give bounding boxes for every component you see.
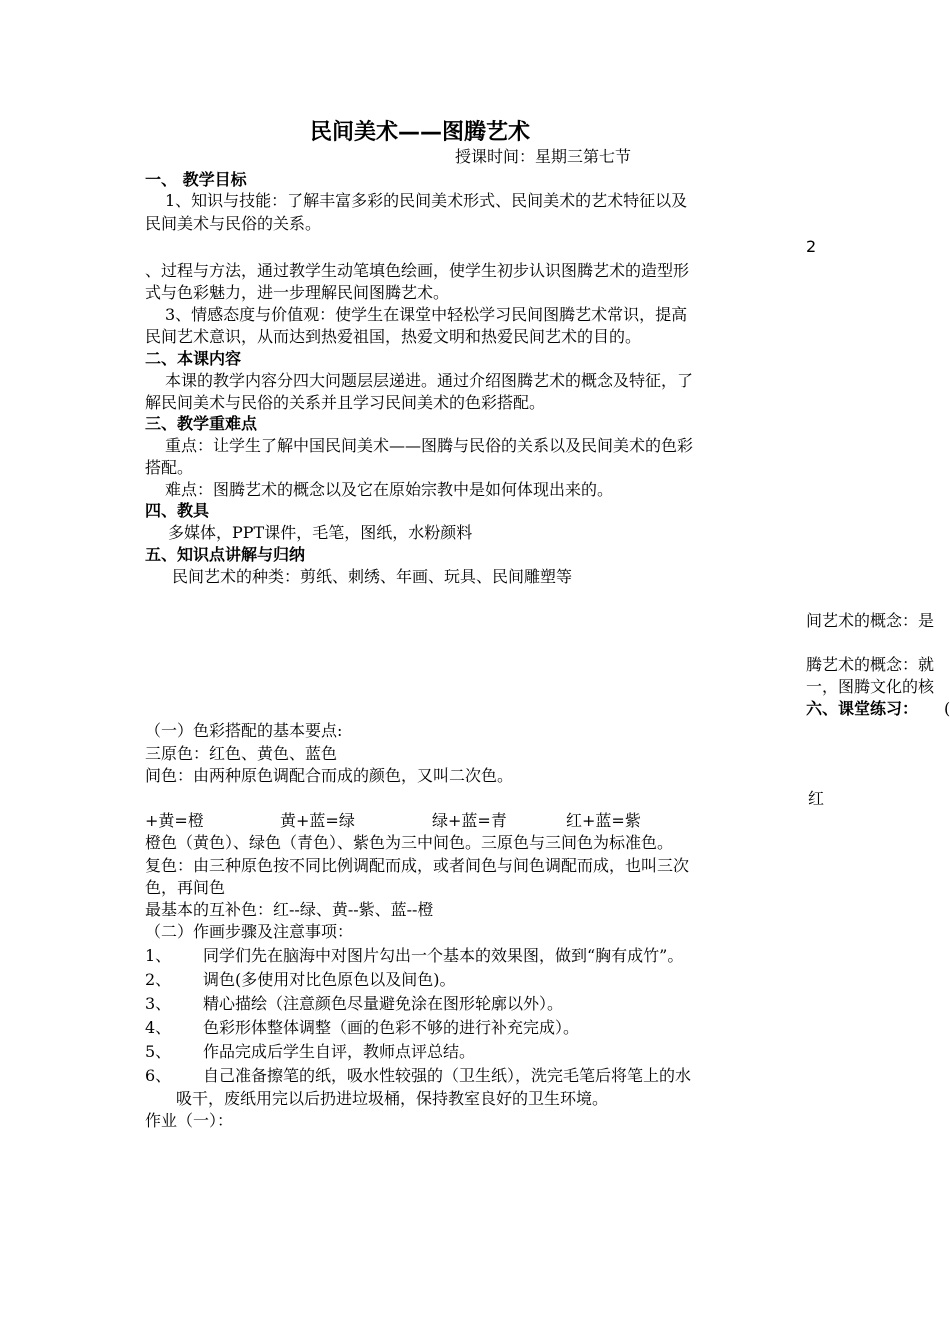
mix-yellow-orange: +黄=橙 — [145, 811, 204, 830]
key-point-line-1: 重点：让学生了解中国民间美术——图腾与民俗的关系以及民间美术的色彩 — [165, 436, 694, 455]
goal-1-line-1: 1、知识与技能：了解丰富多彩的民间美术形式、民间美术的艺术特征以及 — [165, 191, 688, 210]
document-title: 民间美术——图腾艺术 — [310, 120, 531, 145]
section-5-heading: 五、知识点讲解与归纳 — [145, 545, 306, 564]
goal-3-line-1: 3、情感态度与价值观：使学生在课堂中轻松学习民间图腾艺术常识，提高 — [165, 305, 688, 324]
step-text: 色彩形体整体调整（画的色彩不够的进行补充完成）。 — [203, 1018, 580, 1037]
step-number: 2、 — [145, 970, 172, 989]
section-6-fragment: ( — [944, 699, 950, 718]
lesson-time: 授课时间：星期三第七节 — [455, 147, 632, 166]
section-4-heading: 四、教具 — [145, 501, 210, 520]
tertiary-line-2: 色，再间色 — [145, 878, 226, 897]
totem-concept-fragment: 腾艺术的概念：就 — [806, 655, 935, 674]
folk-art-concept-fragment: 间艺术的概念：是 — [806, 611, 935, 630]
step-number: 1、 — [145, 946, 172, 965]
section-6-heading: 六、课堂练习： — [806, 699, 919, 718]
mix-red-blue: 红+蓝=紫 — [566, 811, 641, 830]
primary-colors: 三原色：红色、黄色、蓝色 — [145, 744, 338, 763]
steps-heading: （二）作画步骤及注意事项： — [145, 922, 354, 941]
section-1-heading: 一、 教学目标 — [145, 170, 247, 189]
complementary-colors: 最基本的互补色：红--绿、黄--紫、蓝--橙 — [145, 900, 434, 919]
step-number: 5、 — [145, 1042, 172, 1061]
step-text: 自己准备擦笔的纸，吸水性较强的（卫生纸），洗完毛笔后将笔上的水 — [203, 1066, 692, 1085]
goal-1-line-2: 民间美术与民俗的关系。 — [145, 214, 322, 233]
mix-summary: 橙色（黄色）、绿色（青色）、紫色为三中间色。三原色与三间色为标准色。 — [145, 833, 674, 852]
step-text: 同学们先在脑海中对图片勾出一个基本的效果图，做到“胸有成竹”。 — [203, 946, 684, 965]
secondary-colors: 间色：由两种原色调配合而成的颜色，又叫二次色。 — [145, 766, 514, 785]
step-text: 精心描绘（注意颜色尽量避免涂在图形轮廓以外）。 — [203, 994, 564, 1013]
totem-culture-fragment: 一，图腾文化的核 — [806, 677, 935, 696]
goal-2-line-1: 、过程与方法，通过教学生动笔填色绘画，使学生初步认识图腾艺术的造型形 — [145, 261, 690, 280]
step-text: 调色(多使用对比色原色以及间色)。 — [203, 970, 456, 989]
tertiary-line-1: 复色：由三种原色按不同比例调配而成，或者间色与间色调配而成，也叫三次 — [145, 856, 690, 875]
red-fragment: 红 — [808, 789, 825, 808]
mix-green-blue: 绿+蓝=青 — [432, 811, 507, 830]
key-point-line-2: 搭配。 — [145, 458, 194, 477]
step-text: 作品完成后学生自评，教师点评总结。 — [203, 1042, 476, 1061]
teaching-tools: 多媒体，PPT课件，毛笔，图纸，水粉颜料 — [168, 523, 473, 542]
content-line-1: 本课的教学内容分四大问题层层递进。通过介绍图腾艺术的概念及特征，了 — [165, 371, 694, 390]
mix-yellow-blue: 黄+蓝=绿 — [280, 811, 355, 830]
goal-2-line-2: 式与色彩魅力，进一步理解民间图腾艺术。 — [145, 283, 450, 302]
goal-2-number: 2 — [806, 237, 817, 256]
folk-art-types: 民间艺术的种类：剪纸、刺绣、年画、玩具、民间雕塑等 — [172, 567, 573, 586]
goal-3-line-2: 民间艺术意识，从而达到热爱祖国，热爱文明和热爱民间艺术的目的。 — [145, 327, 642, 346]
section-2-heading: 二、本课内容 — [145, 349, 242, 368]
content-line-2: 解民间美术与民俗的关系并且学习民间美术的色彩搭配。 — [145, 393, 546, 412]
section-3-heading: 三、教学重难点 — [145, 414, 258, 433]
step-number: 6、 — [145, 1066, 172, 1085]
color-heading: （一）色彩搭配的基本要点: — [145, 721, 343, 740]
homework-label: 作业（一）： — [145, 1111, 234, 1130]
difficult-point: 难点：图腾艺术的概念以及它在原始宗教中是如何体现出来的。 — [165, 480, 614, 499]
step-6-continuation: 吸干，废纸用完以后扔进垃圾桶，保持教室良好的卫生环境。 — [176, 1089, 609, 1108]
step-number: 4、 — [145, 1018, 172, 1037]
step-number: 3、 — [145, 994, 172, 1013]
